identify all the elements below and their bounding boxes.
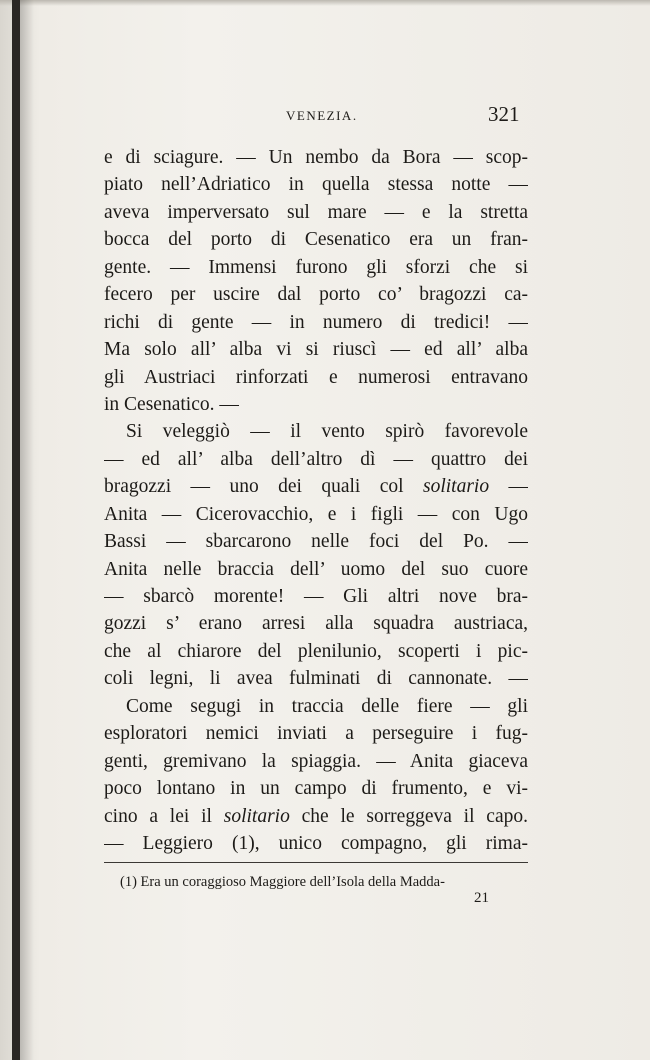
text-line-with-italic xyxy=(104,473,528,500)
text-line: esploratori nemici inviati a perseguire i fug- xyxy=(104,723,528,745)
text-segment: cino a lei il xyxy=(104,805,224,827)
text-line: — ed all’ alba dell’altro dì — quattro dei xyxy=(104,448,528,470)
text-line: Bassi — sbarcarono nelle foci del Po. — xyxy=(104,531,528,553)
paragraph-start-line: Come segugi in traccia delle fiere — gli xyxy=(126,695,528,717)
text-line: poco lontano in un campo di frumento, e vi- xyxy=(104,778,528,800)
text-line-with-italic xyxy=(104,803,528,830)
italic-term: solitario xyxy=(422,476,490,498)
page-top-edge xyxy=(0,0,650,6)
book-spine xyxy=(12,0,20,1060)
page-number: 321 xyxy=(488,102,520,126)
text-segment: — xyxy=(489,476,528,498)
signature-mark: 21 xyxy=(474,890,489,906)
footnote-rule xyxy=(104,862,528,863)
paragraph-start-line: Si veleggiò — il vento spirò favorevole xyxy=(126,421,528,443)
text-line: gozzi s’ erano arresi alla squadra austriaca, xyxy=(104,613,528,635)
footnote: (1) Era un coraggioso Maggiore dell’Isola della Madda- xyxy=(120,874,445,890)
text-line: Anita nelle braccia dell’ uomo del suo cuore xyxy=(104,558,528,580)
text-line: fecero per uscire dal porto co’ bragozzi ca- xyxy=(104,284,528,306)
running-head: VENEZIA. xyxy=(286,108,358,123)
text-line: coli legni, li avea fulminati di cannonate. — xyxy=(104,668,528,690)
text-line: e di sciagure. — Un nembo da Bora — scop- xyxy=(104,147,528,168)
spine-shadow xyxy=(20,0,34,1060)
text-line: genti, gremivano la spiaggia. — Anita giaceva xyxy=(104,750,528,772)
text-line: Anita — Cicerovacchio, e i figli — con Ugo xyxy=(104,503,528,525)
text-segment: che le sorreggeva il capo. xyxy=(289,805,528,827)
body-text xyxy=(104,144,528,857)
text-line: piato nell’Adriatico in quella stessa notte — xyxy=(104,174,528,196)
text-line: Ma solo all’ alba vi si riuscì — ed all’ alba xyxy=(104,339,528,361)
text-line: — sbarcò morente! — Gli altri nove bra- xyxy=(104,586,528,607)
text-line: — Leggiero (1), unico compagno, gli rima- xyxy=(104,832,528,854)
text-line: richi di gente — in numero di tredici! — xyxy=(104,311,528,333)
paragraph-end-line: in Cesenatico. — xyxy=(104,393,239,415)
italic-term: solitario xyxy=(223,805,290,827)
text-line: che al chiarore del plenilunio, scoperti i pic- xyxy=(104,640,528,662)
text-line: gli Austriaci rinforzati e numerosi entravano xyxy=(104,366,528,388)
text-segment: bragozzi — uno dei quali col xyxy=(104,476,423,498)
text-line: aveva imperversato sul mare — e la stretta xyxy=(104,201,528,223)
text-line: bocca del porto di Cesenatico era un fran- xyxy=(104,229,528,251)
text-line: gente. — Immensi furono gli sforzi che si xyxy=(104,256,528,278)
